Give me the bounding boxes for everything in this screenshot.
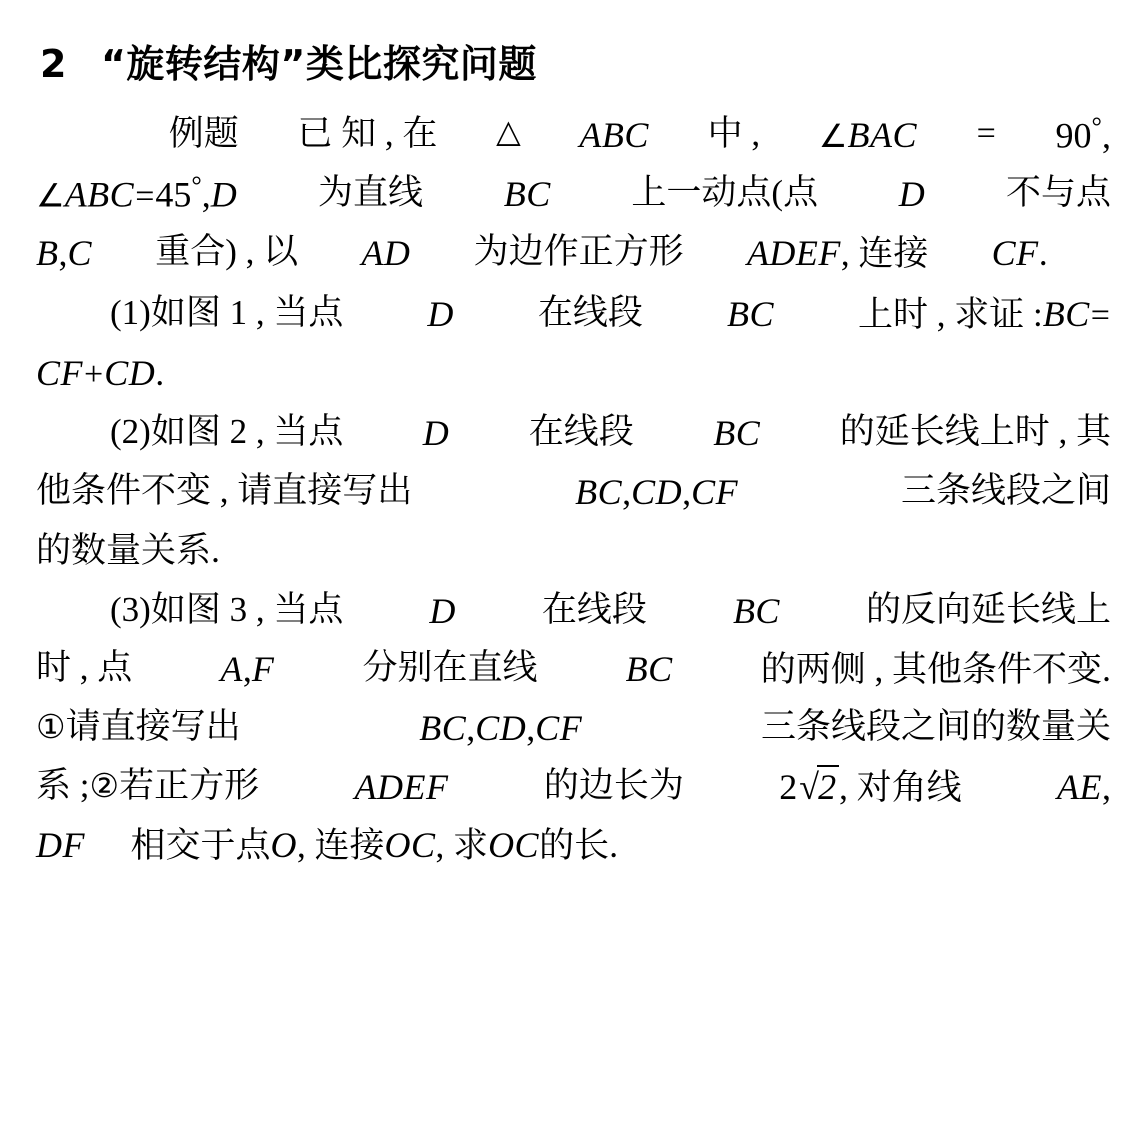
label-b: B — [36, 233, 59, 274]
comma-9: , — [1101, 766, 1111, 807]
label-a-1: A — [220, 649, 243, 690]
period-2: . — [155, 352, 165, 393]
part3-text-8: 三条线段之间的数量关 — [760, 707, 1111, 747]
paragraph-indent — [36, 106, 110, 165]
part1-line-1 — [36, 285, 1111, 344]
value-45: 45 — [155, 174, 192, 215]
part2-text-4: 他条件不变 , 请直接写出 — [36, 470, 413, 510]
part2-line-1 — [36, 404, 1111, 462]
label-oc-2: OC — [488, 825, 540, 866]
label-cf-4: CF — [535, 708, 583, 749]
label-bc-1: BC — [503, 173, 551, 214]
example-label: 例题 — [168, 113, 239, 153]
label-cf-1: CF — [991, 233, 1039, 274]
comma-3: , — [58, 233, 68, 274]
part3-text-13: 相交于点 — [130, 826, 271, 866]
part3-text-10: 若正方形 — [119, 765, 260, 805]
label-bc-4: BC — [713, 413, 761, 454]
part2-text-6: 的数量关系 — [36, 531, 212, 571]
period-5: . — [609, 825, 619, 866]
label-cd-2: CD — [631, 471, 683, 512]
part1-text-2: 在线段 — [537, 292, 643, 332]
comma-8: , — [526, 708, 536, 749]
label-bc-3: BC — [1042, 293, 1090, 334]
degree-symbol-2: ° — [191, 170, 202, 200]
part3-text-4: 时 , 点 — [36, 648, 133, 688]
label-bc-8: BC — [419, 708, 467, 749]
sub-item-1-marker: ① — [36, 707, 66, 747]
stem-text-2: 中 , — [707, 113, 761, 153]
part2-text-3: 的延长线上时 , 其 — [839, 412, 1111, 452]
label-d-4: D — [422, 413, 450, 454]
label-cf-3: CF — [691, 471, 739, 512]
part2-marker: (2) — [110, 412, 151, 452]
angle-symbol-1: ∠ — [818, 117, 848, 154]
radicand: 2 — [817, 765, 839, 807]
stem-text-6: 重合) , 以 — [155, 232, 299, 272]
part3-line-1 — [36, 582, 1111, 640]
label-abc: ABC — [579, 114, 649, 155]
label-cd-3: CD — [475, 708, 527, 749]
label-d-1: D — [210, 174, 238, 215]
problem-stem — [36, 106, 1111, 283]
label-df: DF — [36, 825, 85, 866]
label-bc-2: BC — [726, 293, 774, 334]
value-90: 90 — [1055, 115, 1092, 156]
part3-text-3: 的反向延长线上 — [865, 590, 1111, 630]
part2-line-3 — [36, 521, 1111, 580]
degree-symbol-1: ° — [1091, 111, 1102, 141]
part3-line-4 — [36, 758, 1111, 817]
section-heading — [40, 42, 1111, 88]
label-ae: AE — [1056, 766, 1102, 807]
period-3: . — [211, 530, 221, 571]
part2-text-1: 如图 2 , 当点 — [150, 412, 344, 452]
label-oc-1: OC — [384, 825, 436, 866]
problem-part-3 — [36, 582, 1111, 875]
part3-text-12: , 对角线 — [839, 767, 962, 807]
comma-5: , — [682, 471, 692, 512]
comma-7: , — [466, 708, 476, 749]
label-bc-7: BC — [625, 649, 673, 690]
part3-line-3 — [36, 699, 1111, 758]
problem-part-1 — [36, 285, 1111, 402]
part3-text-15: , 求 — [435, 826, 489, 866]
label-c: C — [67, 233, 93, 274]
part3-text-2: 在线段 — [541, 590, 647, 630]
section-title: “旋转结构”类比探究问题 — [100, 42, 537, 86]
label-ad: AD — [361, 233, 411, 274]
comma-1: , — [1101, 115, 1111, 156]
part2-text-2: 在线段 — [528, 412, 634, 452]
part3-text-16: 的长 — [539, 826, 610, 866]
stem-text-3: 为直线 — [317, 172, 423, 212]
part3-text-9: 系 ; — [36, 765, 90, 805]
label-bc-6: BC — [732, 591, 780, 632]
label-f-1: F — [251, 649, 275, 690]
part1-text-3: 上时 , 求证 : — [858, 294, 1043, 334]
part1-line-2 — [36, 344, 1111, 403]
square-root-expression — [797, 758, 839, 816]
part3-text-6: 的两侧 , 其他条件不变 — [760, 650, 1102, 690]
stem-line-3 — [36, 224, 1111, 283]
label-o: O — [270, 825, 298, 866]
label-d-2: D — [898, 173, 926, 214]
part2-text-5: 三条线段之间 — [900, 470, 1111, 510]
part1-marker: (1) — [110, 292, 151, 332]
problem-body — [36, 106, 1111, 876]
part3-text-11: 的边长为 — [543, 765, 684, 805]
period-4: . — [1102, 649, 1111, 690]
equals-sign-1: = — [976, 114, 996, 152]
comma-2: , — [201, 174, 211, 215]
label-abc-angle: ABC — [64, 174, 135, 215]
equals-sign-3: = — [1090, 296, 1110, 334]
label-d-5: D — [429, 591, 456, 632]
stem-line-1 — [36, 106, 1111, 165]
label-cd-1: CD — [104, 352, 156, 393]
part3-line-2 — [36, 640, 1111, 699]
part3-text-5: 分别在直线 — [362, 648, 538, 688]
coefficient-2: 2 — [779, 766, 798, 807]
comma-6: , — [242, 649, 252, 690]
label-d-3: D — [427, 293, 454, 334]
part3-line-5 — [36, 816, 1111, 875]
label-adef-1: ADEF — [746, 233, 841, 274]
stem-text-1: 已 知 , 在 — [297, 113, 438, 153]
section-number: 2 — [40, 42, 67, 86]
problem-part-2 — [36, 404, 1111, 580]
comma-4: , — [622, 471, 632, 512]
part3-text-14: , 连接 — [297, 826, 385, 866]
stem-text-8: , 连接 — [840, 234, 929, 274]
stem-text-4: 上一动点(点 — [631, 172, 819, 212]
part3-text-1: 如图 3 , 当点 — [150, 590, 344, 630]
sub-item-2-marker: ② — [89, 765, 120, 805]
part2-line-2 — [36, 463, 1111, 522]
plus-sign-1: + — [84, 355, 104, 393]
equals-sign-2: = — [135, 177, 155, 215]
triangle-symbol: △ — [496, 112, 521, 149]
radical-sign: √ — [799, 766, 820, 807]
label-cf-2: CF — [36, 352, 84, 393]
stem-text-7: 为边作正方形 — [473, 232, 684, 272]
part3-marker: (3) — [110, 590, 151, 630]
part3-text-7: 请直接写出 — [65, 707, 241, 747]
label-bc-5: BC — [575, 471, 623, 512]
stem-line-2 — [36, 165, 1111, 224]
label-adef-2: ADEF — [354, 766, 449, 807]
part1-text-1: 如图 1 , 当点 — [150, 292, 344, 332]
angle-symbol-2: ∠ — [36, 177, 65, 214]
period-1: . — [1038, 233, 1048, 274]
label-bac: BAC — [847, 114, 917, 155]
stem-text-5: 不与点 — [1005, 172, 1111, 212]
